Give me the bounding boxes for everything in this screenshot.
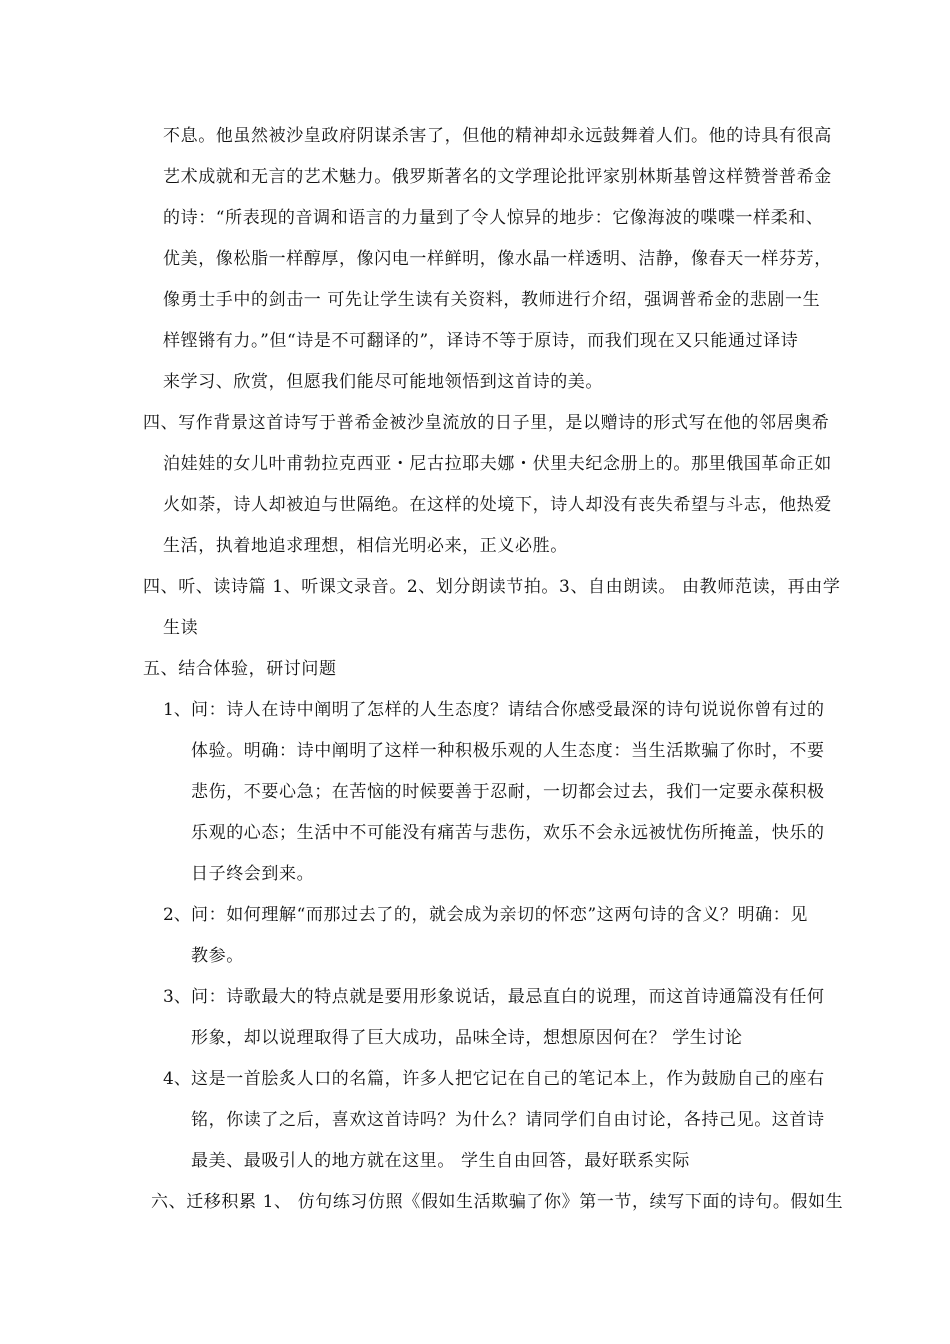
text-line: 这是一首脍炙人口的名篇，许多人把它记在自己的笔记本上，作为鼓励自己的座右 xyxy=(191,1069,825,1089)
text-line: 形象，却以说理取得了巨大成功，品味全诗，想想原因何在？ 学生讨论 xyxy=(191,1028,743,1048)
question-number: 1、 xyxy=(163,700,191,720)
text-line: 问：诗歌最大的特点就是要用形象说话，最忌直白的说理，而这首诗通篇没有任何 xyxy=(191,987,825,1007)
text-line: 日子终会到来。 xyxy=(191,864,315,884)
text-line: 教参。 xyxy=(191,946,244,966)
text-line: 铭，你读了之后，喜欢这首诗吗？为什么？请同学们自由讨论，各持己见。这首诗 xyxy=(191,1110,825,1130)
text-line: 不息。他虽然被沙皇政府阴谋杀害了，但他的精神却永远鼓舞着人们。他的诗具有很高 xyxy=(163,126,832,146)
text-line: 悲伤，不要心急；在苦恼的时候要善于忍耐，一切都会过去，我们一定要永葆积极 xyxy=(191,782,825,802)
text-line: 问：诗人在诗中阐明了怎样的人生态度？请结合你感受最深的诗句说说你曾有过的 xyxy=(191,700,825,720)
text-line: 艺术成就和无言的艺术魅力。俄罗斯著名的文学理论批评家别林斯基曾这样赞誉普希金 xyxy=(163,167,832,187)
question-number: 4、 xyxy=(163,1069,191,1089)
text-line: 问：如何理解“而那过去了的，就会成为亲切的怀恋”这两句诗的含义？明确：见 xyxy=(191,905,808,925)
question-number: 3、 xyxy=(163,987,191,1007)
section-heading-line: 四、听、读诗篇 1、听课文录音。2、划分朗读节拍。3、自由朗读。 由教师范读，再由学 xyxy=(143,577,841,597)
text-line: 的诗：“所表现的音调和语言的力量到了令人惊异的地步：它像海波的喋喋一样柔和、 xyxy=(163,208,824,228)
question-number: 2、 xyxy=(163,905,191,925)
text-line: 体验。明确：诗中阐明了这样一种积极乐观的人生态度：当生活欺骗了你时，不要 xyxy=(191,741,825,761)
section-discussion-title: 五、结合体验，研讨问题 xyxy=(143,659,337,679)
section-transfer: 六、迁移积累 1、 仿句练习仿照《假如生活欺骗了你》第一节，续写下面的诗句。假如生 xyxy=(151,1192,844,1212)
text-line: 最美、最吸引人的地方就在这里。 学生自由回答，最好联系实际 xyxy=(191,1151,690,1171)
text-line: 优美，像松脂一样醇厚，像闪电一样鲜明，像水晶一样透明、洁静，像春天一样芬芳， xyxy=(163,249,832,269)
text-line: 生读 xyxy=(163,618,199,638)
text-line: 来学习、欣赏，但愿我们能尽可能地领悟到这首诗的美。 xyxy=(163,372,603,392)
text-line: 乐观的心态；生活中不可能没有痛苦与悲伤，欢乐不会永远被忧伤所掩盖，快乐的 xyxy=(191,823,825,843)
text-line: 泊娃娃的女儿叶甫勃拉克西亚・尼古拉耶夫娜・伏里夫纪念册上的。那里俄国革命正如 xyxy=(163,454,832,474)
text-line: 火如荼，诗人却被迫与世隔绝。在这样的处境下，诗人却没有丧失希望与斗志，他热爱 xyxy=(163,495,832,515)
text-line: 生活，执着地追求理想，相信光明必来，正义必胜。 xyxy=(163,536,568,556)
text-line: 样铿锵有力。”但“诗是不可翻译的”，译诗不等于原诗，而我们现在又只能通过译诗 xyxy=(163,331,799,351)
section-heading-line: 四、写作背景这首诗写于普希金被沙皇流放的日子里，是以赠诗的形式写在他的邻居奥希 xyxy=(143,413,830,433)
text-line: 像勇士手中的剑击一 可先让学生读有关资料，教师进行介绍，强调普希金的悲剧一生 xyxy=(163,290,821,310)
